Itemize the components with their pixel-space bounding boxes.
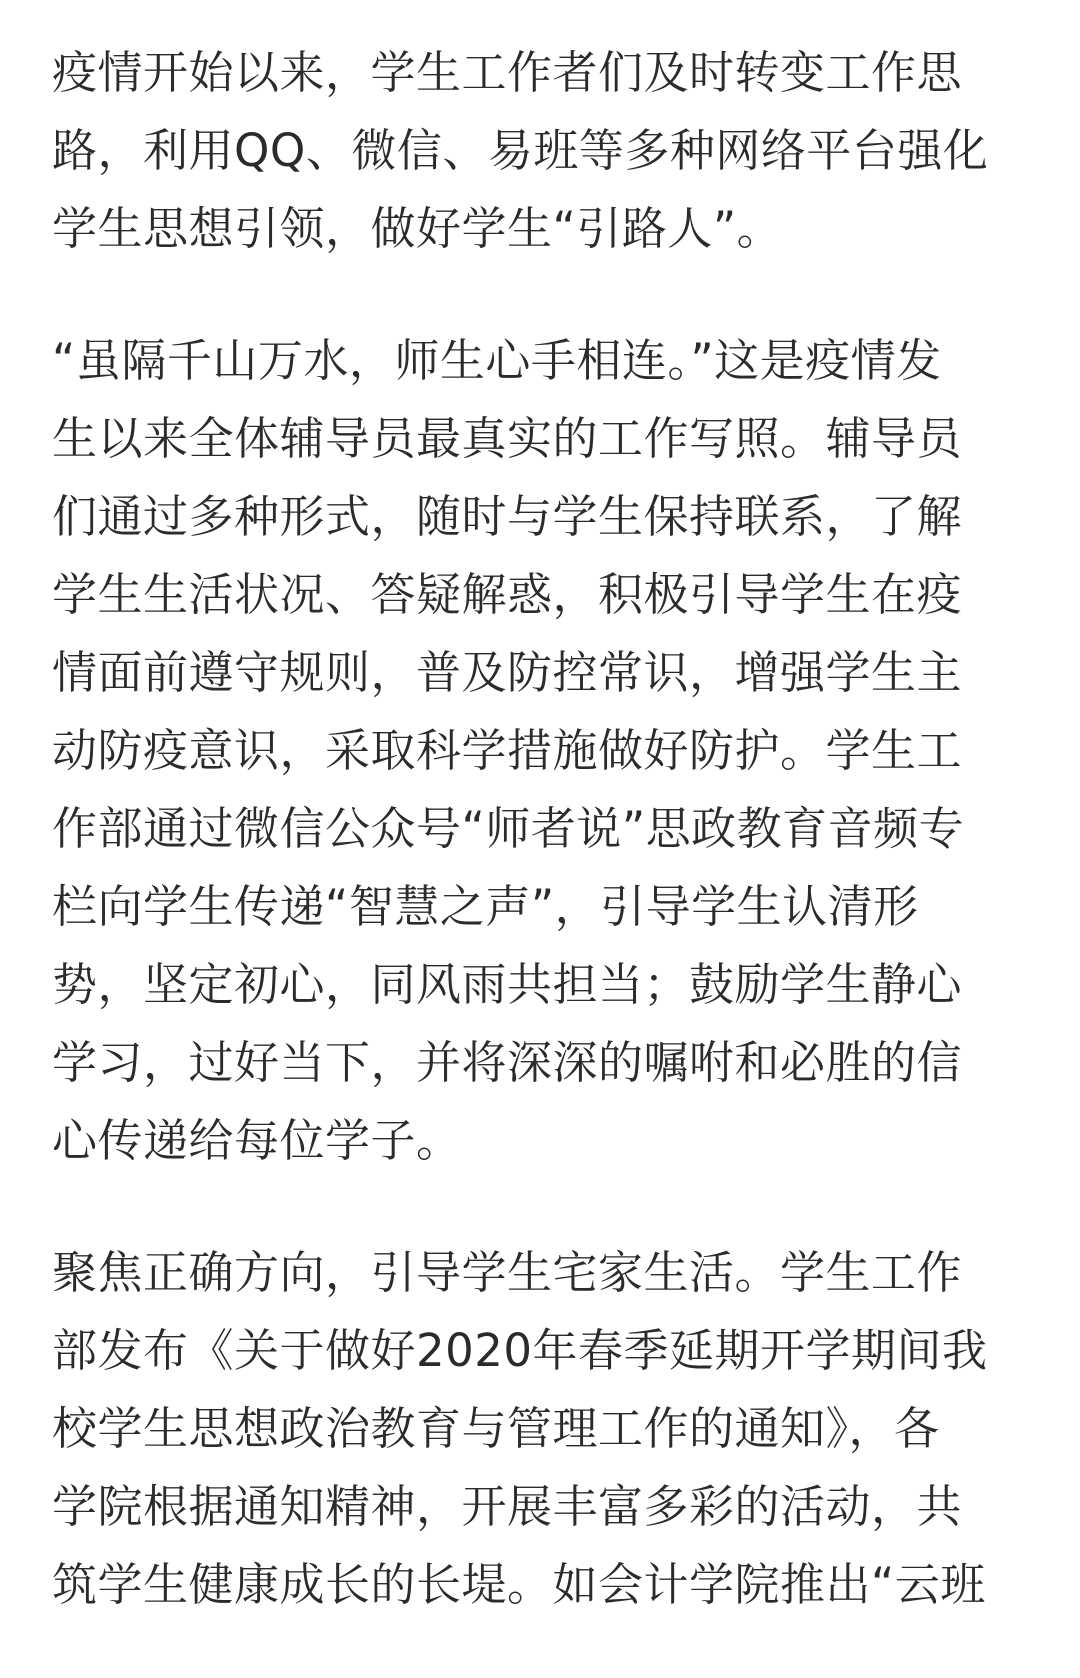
text-line: 学习，过好当下，并将深深的嘱咐和必胜的信 [52, 1036, 963, 1089]
text-line: 情面前遵守规则，普及防控常识，增强学生主 [52, 646, 963, 699]
paragraph-1 [52, 34, 1036, 268]
text-line: 聚焦正确方向，引导学生宅家生活。学生工作 [52, 1246, 963, 1299]
text-line: 作部通过微信公众号“师者说”思政教育音频专 [52, 802, 965, 855]
article-body [52, 34, 1036, 1678]
paragraph-2 [52, 322, 1036, 1180]
paragraph-3 [52, 1234, 1036, 1624]
text-line: 学生思想引领，做好学生“引路人”。 [52, 202, 783, 255]
text-line: 心传递给每位学子。 [52, 1114, 462, 1167]
text-line: 疫情开始以来，学生工作者们及时转变工作思 [52, 46, 963, 99]
text-line: 筑学生健康成长的长堤。如会计学院推出“云班 [52, 1558, 986, 1611]
text-line: 势，坚定初心，同风雨共担当；鼓励学生静心 [52, 958, 963, 1011]
text-line: 们通过多种形式，随时与学生保持联系，了解 [52, 490, 963, 543]
text-line: 栏向学生传递“智慧之声”，引导学生认清形 [52, 880, 919, 933]
text-line: 学生生活状况、答疑解惑，积极引导学生在疫 [52, 568, 963, 621]
text-line: “虽隔千山万水，师生心手相连。”这是疫情发 [52, 334, 942, 387]
text-line: 部发布《关于做好2020年春季延期开学期间我 [52, 1324, 988, 1377]
text-line: 校学生思想政治教育与管理工作的通知》，各 [52, 1402, 940, 1455]
text-line: 路，利用QQ、微信、易班等多种网络平台强化 [52, 124, 989, 177]
text-line: 生以来全体辅导员最真实的工作写照。辅导员 [52, 412, 963, 465]
text-line: 学院根据通知精神，开展丰富多彩的活动，共 [52, 1480, 963, 1533]
text-line: 动防疫意识，采取科学措施做好防护。学生工 [52, 724, 963, 777]
